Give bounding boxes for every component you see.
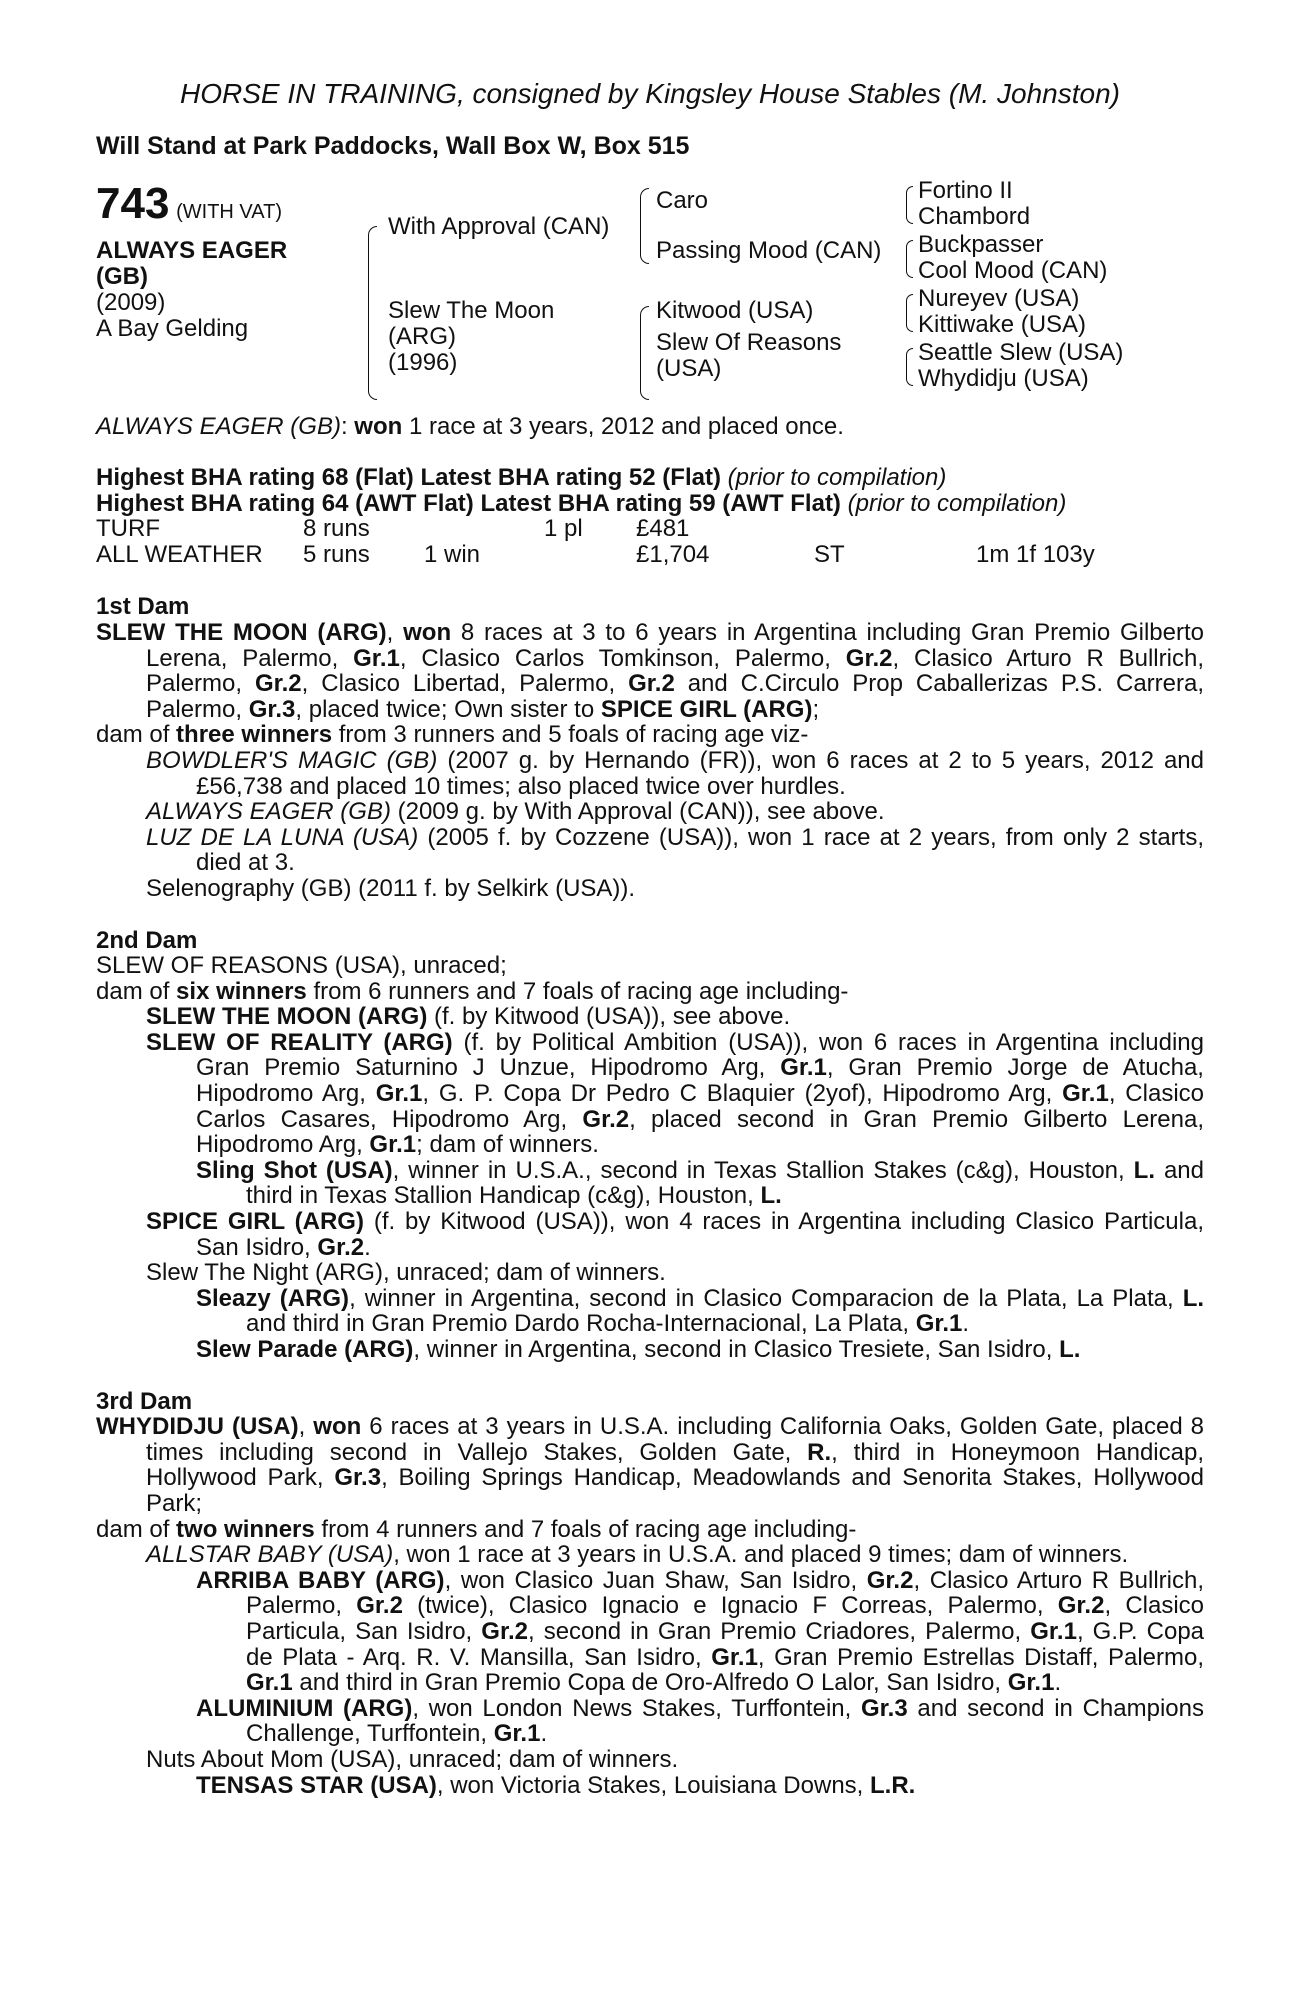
text-run: , won Victoria Stakes, Louisiana Downs,	[436, 1771, 871, 1799]
text-run: .	[1054, 1669, 1062, 1697]
text-run: Nuts About Mom (USA), unraced; dam of winners.	[146, 1745, 679, 1773]
dam-dam: Slew Of Reasons	[656, 328, 842, 356]
bold-text: Gr.1	[369, 1131, 417, 1159]
ds-sire: Nureyev (USA)	[918, 284, 1080, 312]
text-run: , second in Gran Premio Criadores, Palermo,	[527, 1617, 1031, 1645]
bold-text: three winners	[176, 721, 333, 749]
text-run: dam of	[96, 1515, 177, 1543]
bold-text: Gr.1	[780, 1054, 827, 1082]
catalogue-page	[96, 78, 1204, 1798]
text-run: , G. P. Copa Dr Pedro C Blaquier (2yof), Hipodromo Arg,	[422, 1080, 1063, 1108]
third-dam-heading: 3rd Dam	[96, 1387, 193, 1415]
bold-text: SPICE GIRL (ARG)	[146, 1208, 364, 1236]
record-runs: 5 runs	[303, 541, 370, 569]
bold-text: Gr.1	[915, 1310, 963, 1338]
third-dam-produce-intro	[96, 1517, 1204, 1543]
text-run: from 3 runners and 5 foals of racing age viz-	[332, 721, 809, 749]
bold-text: WHYDIDJU (USA)	[96, 1413, 299, 1441]
bold-text: SPICE GIRL (ARG)	[600, 695, 813, 723]
text-run: , Clasico Arturo R Bullrich, Palermo,	[246, 1566, 1204, 1620]
race-record-table	[96, 516, 1204, 568]
bold-text: Gr.3	[248, 695, 296, 723]
dd-sire: Seattle Slew (USA)	[918, 338, 1124, 366]
bold-text: Gr.2	[845, 644, 893, 672]
text-run: from 6 runners and 7 foals of racing age including-	[306, 977, 849, 1005]
text-run: .	[540, 1720, 548, 1748]
bold-text: Sling Shot (USA)	[196, 1156, 393, 1184]
dd-dam: Whydidju (USA)	[918, 364, 1089, 392]
produce-entry	[96, 1773, 1204, 1799]
third-dam-record	[96, 1414, 1204, 1516]
text-run: , won 1 race at 3 years in U.S.A. and placed 9 times; dam of winners.	[393, 1541, 1129, 1569]
bold-text: L.R.	[870, 1771, 916, 1799]
produce-entry	[96, 1260, 1204, 1286]
text-run: and third in Gran Premio Dardo Rocha-Internacional, La Plata,	[246, 1310, 916, 1338]
brace-sd	[906, 240, 913, 278]
text-run: , placed second in Gran Premio Gilberto Lerena, Hipodromo Arg,	[196, 1105, 1205, 1159]
rating-line-1: Highest BHA rating 68 (Flat) Latest BHA rating 52 (Flat) (prior to compilation)	[96, 464, 947, 492]
produce-entry	[96, 876, 1204, 902]
text-run: , won London News Stakes, Turffontein,	[412, 1694, 861, 1722]
sd-sire: Buckpasser	[918, 230, 1044, 258]
sire: With Approval (CAN)	[388, 212, 610, 240]
consignor-header: HORSE IN TRAINING, consigned by Kingsley House Stables (M. Johnston)	[180, 78, 1120, 109]
record-st: ST	[814, 541, 845, 569]
text-run: and C.Circulo Prop Caballerizas P.S. Carrera, Palermo,	[146, 670, 1205, 723]
text-run: ,	[298, 1413, 314, 1441]
text-run: , placed twice; Own sister to	[295, 695, 601, 723]
produce-entry	[96, 1004, 1204, 1030]
text-run: SLEW OF REASONS (USA), unraced;	[96, 952, 507, 980]
second-dam-record	[96, 953, 1204, 979]
lot-number-line	[96, 178, 282, 228]
text-run: , Clasico Particula, San Isidro,	[246, 1592, 1205, 1645]
bold-text: Gr.2	[582, 1105, 630, 1133]
dam: Slew The Moon	[388, 296, 555, 324]
bold-text: Gr.2	[866, 1566, 914, 1594]
vat-note: (WITH VAT)	[176, 200, 282, 223]
dam-year: (1996)	[388, 348, 458, 376]
brace-sire	[640, 188, 649, 264]
second-dam-heading: 2nd Dam	[96, 926, 198, 954]
text-run: , winner in U.S.A., second in Texas Stallion Stakes (c&g), Houston,	[392, 1156, 1134, 1184]
text-run: (2005 f. by Cozzene (USA)), won 1 race at 2 years, from only 2 starts, died at 3.	[196, 823, 1204, 877]
text-run: ,	[386, 618, 404, 646]
brace-ds	[906, 294, 913, 332]
bold-text: Gr.2	[1057, 1592, 1105, 1620]
text-run: , Clasico Carlos Tomkinson, Palermo,	[399, 644, 846, 672]
text-run: from 4 runners and 7 foals of racing age including-	[314, 1515, 857, 1543]
produce-entry	[96, 825, 1204, 876]
race-summary: ALWAYS EAGER (GB): won 1 race at 3 years, 2012 and placed once.	[96, 412, 844, 440]
text-run: , Clasico Arturo R Bullrich, Palermo,	[146, 644, 1204, 698]
record-runs: 8 runs	[303, 515, 370, 543]
italic-text: LUZ DE LA LUNA (USA)	[146, 823, 419, 851]
bold-text: Slew Parade (ARG)	[196, 1336, 414, 1363]
dam-country: (ARG)	[388, 322, 456, 350]
bold-text: SLEW OF REALITY (ARG)	[146, 1028, 453, 1056]
bold-text: L.	[1182, 1284, 1205, 1312]
horse-description: A Bay Gelding	[96, 314, 249, 342]
text-run: .	[364, 1233, 371, 1261]
produce-entry	[96, 748, 1204, 799]
text-run: , G.P. Copa de Plata - Arq. R. V. Mansilla, San Isidro,	[246, 1617, 1205, 1671]
bold-text: Gr.2	[356, 1592, 403, 1620]
text-run: and third in Gran Premio Copa de Oro-Alfredo O Lalor, San Isidro,	[292, 1669, 1008, 1697]
record-surface: TURF	[96, 515, 160, 543]
bold-text: Gr.1	[1062, 1080, 1109, 1108]
record-money: £1,704	[636, 541, 710, 569]
record-placed: 1 pl	[544, 515, 583, 543]
first-dam-produce-intro	[96, 722, 1204, 748]
brace-dam	[640, 306, 649, 400]
brace-ss	[906, 186, 913, 224]
text-run: ;	[812, 695, 820, 723]
horse-year: (2009)	[96, 288, 166, 316]
bold-text: L.	[1133, 1156, 1155, 1184]
italic-text: ALWAYS EAGER (GB)	[146, 798, 391, 826]
produce-entry	[96, 1542, 1204, 1568]
text-run: (f. by Kitwood (USA)), won 4 races in Argentina including Clasico Particula, San Isidro,	[196, 1208, 1204, 1261]
second-dam-produce-intro	[96, 979, 1204, 1005]
produce-entry	[96, 1696, 1204, 1747]
bold-text: SLEW THE MOON (ARG)	[146, 1003, 428, 1031]
bold-text: Gr.3	[334, 1464, 382, 1492]
text-run: 8 races at 3 to 6 years in Argentina including Gran Premio Gilberto Lerena, Palermo,	[146, 618, 1204, 672]
first-dam-record	[96, 620, 1204, 722]
produce-entry	[96, 1209, 1204, 1260]
bold-text: Gr.2	[317, 1233, 365, 1261]
ss-sire: Fortino II	[918, 176, 1013, 204]
text-run: .	[962, 1310, 970, 1338]
text-run: , third in Honeymoon Handicap, Hollywood Park,	[146, 1438, 1204, 1492]
brace-dd	[906, 348, 913, 386]
horse-country: (GB)	[96, 262, 148, 290]
produce-entry	[96, 1568, 1204, 1696]
text-run: , Gran Premio Jorge de Atucha, Hipodromo Arg,	[196, 1054, 1204, 1108]
bold-text: ARRIBA BABY (ARG)	[196, 1566, 445, 1594]
bold-text: L.	[760, 1182, 782, 1210]
bold-text: Gr.1	[353, 644, 400, 672]
record-wins: 1 win	[424, 541, 481, 569]
bold-text: Gr.1	[375, 1080, 423, 1108]
text-run: dam of	[96, 977, 177, 1005]
horse-name: ALWAYS EAGER	[96, 236, 288, 264]
produce-entry	[96, 1286, 1204, 1337]
produce-entry	[96, 1747, 1204, 1773]
text-run: (twice), Clasico Ignacio e Ignacio F Correas, Palermo,	[402, 1592, 1058, 1620]
text-run: Selenography (GB) (2011 f. by Selkirk (USA)).	[146, 874, 636, 902]
dam-dam-country: (USA)	[656, 354, 722, 382]
text-run: , Clasico Carlos Casares, Hipodromo Arg,	[196, 1080, 1204, 1133]
text-run: and third in Texas Stallion Handicap (c&g), Houston,	[246, 1156, 1204, 1210]
bold-text: L.	[1059, 1336, 1081, 1363]
text-run: dam of	[96, 721, 177, 749]
text-run: (f. by Kitwood (USA)), see above.	[427, 1003, 791, 1031]
bold-text: Gr.1	[493, 1720, 541, 1748]
stand-location: Will Stand at Park Paddocks, Wall Box W, Box 515	[96, 132, 690, 160]
bold-text: R.	[807, 1438, 832, 1466]
text-run: , winner in Argentina, second in Clasico Tresiete, San Isidro,	[413, 1336, 1060, 1363]
record-distance: 1m 1f 103y	[976, 541, 1095, 569]
text-run: ; dam of winners.	[416, 1131, 599, 1159]
ds-dam: Kittiwake (USA)	[918, 310, 1087, 338]
dam-sire: Kitwood (USA)	[656, 296, 814, 324]
ss-dam: Chambord	[918, 202, 1031, 230]
bold-text: Gr.1	[246, 1669, 293, 1697]
bold-text: won	[403, 618, 452, 646]
bold-text: won	[313, 1413, 362, 1441]
rating-line-2: Highest BHA rating 64 (AWT Flat) Latest BHA rating 59 (AWT Flat) (prior to compilation)	[96, 489, 1067, 517]
text-run: , Gran Premio Estrellas Distaff, Palermo,	[757, 1643, 1204, 1671]
lot-number: 743	[96, 178, 170, 228]
pedigree-block	[96, 176, 1204, 414]
text-run: , winner in Argentina, second in Clasico Comparacion de la Plata, La Plata,	[349, 1284, 1183, 1312]
text-run: , Clasico Libertad, Palermo,	[301, 670, 629, 698]
bold-text: Gr.2	[254, 670, 302, 698]
bold-text: Gr.3	[860, 1694, 908, 1722]
sd-dam: Cool Mood (CAN)	[918, 256, 1108, 284]
text-run: 6 races at 3 years in U.S.A. including California Oaks, Golden Gate, placed 8 times including second in Vallejo Stakes, Golden Gate,	[146, 1413, 1205, 1466]
first-dam-heading: 1st Dam	[96, 593, 190, 621]
bold-text: Gr.2	[481, 1617, 528, 1645]
bold-text: SLEW THE MOON (ARG)	[96, 618, 387, 646]
italic-text: ALLSTAR BABY (USA)	[146, 1541, 394, 1569]
text-run: , Boiling Springs Handicap, Meadowlands and Senorita Stakes, Hollywood Park;	[146, 1464, 1204, 1517]
text-run: (2007 g. by Hernando (FR)), won 6 races at 2 to 5 years, 2012 and £56,738 and placed 10 times; also placed twice over hurdles.	[196, 746, 1204, 800]
bold-text: Gr.2	[628, 670, 675, 698]
produce-entry	[96, 1030, 1204, 1158]
bold-text: TENSAS STAR (USA)	[196, 1771, 437, 1799]
sire-sire: Caro	[656, 186, 709, 214]
bold-text: Sleazy (ARG)	[196, 1284, 350, 1312]
brace-gen1	[368, 226, 377, 400]
bold-text: Gr.1	[711, 1643, 758, 1671]
text-run: , won Clasico Juan Shaw, San Isidro,	[444, 1566, 867, 1594]
bold-text: Gr.1	[1030, 1617, 1077, 1645]
bold-text: Gr.1	[1007, 1669, 1055, 1697]
text-run: (f. by Political Ambition (USA)), won 6 races in Argentina including Gran Premio Saturnino J Unzue, Hipodromo Arg,	[196, 1028, 1204, 1082]
produce-entry	[96, 799, 1204, 825]
text-run: Slew The Night (ARG), unraced; dam of winners.	[146, 1259, 666, 1287]
italic-text: BOWDLER'S MAGIC (GB)	[146, 746, 438, 774]
produce-entry	[96, 1158, 1204, 1209]
bold-text: ALUMINIUM (ARG)	[196, 1694, 413, 1722]
record-money: £481	[636, 515, 690, 543]
text-run: and second in Champions Challenge, Turffontein,	[246, 1694, 1204, 1748]
bold-text: two winners	[176, 1515, 315, 1543]
sire-dam: Passing Mood (CAN)	[656, 236, 882, 264]
produce-entry	[96, 1337, 1204, 1363]
text-run: (2009 g. by With Approval (CAN)), see above.	[390, 798, 885, 826]
record-surface: ALL WEATHER	[96, 541, 263, 569]
bold-text: six winners	[176, 977, 307, 1005]
